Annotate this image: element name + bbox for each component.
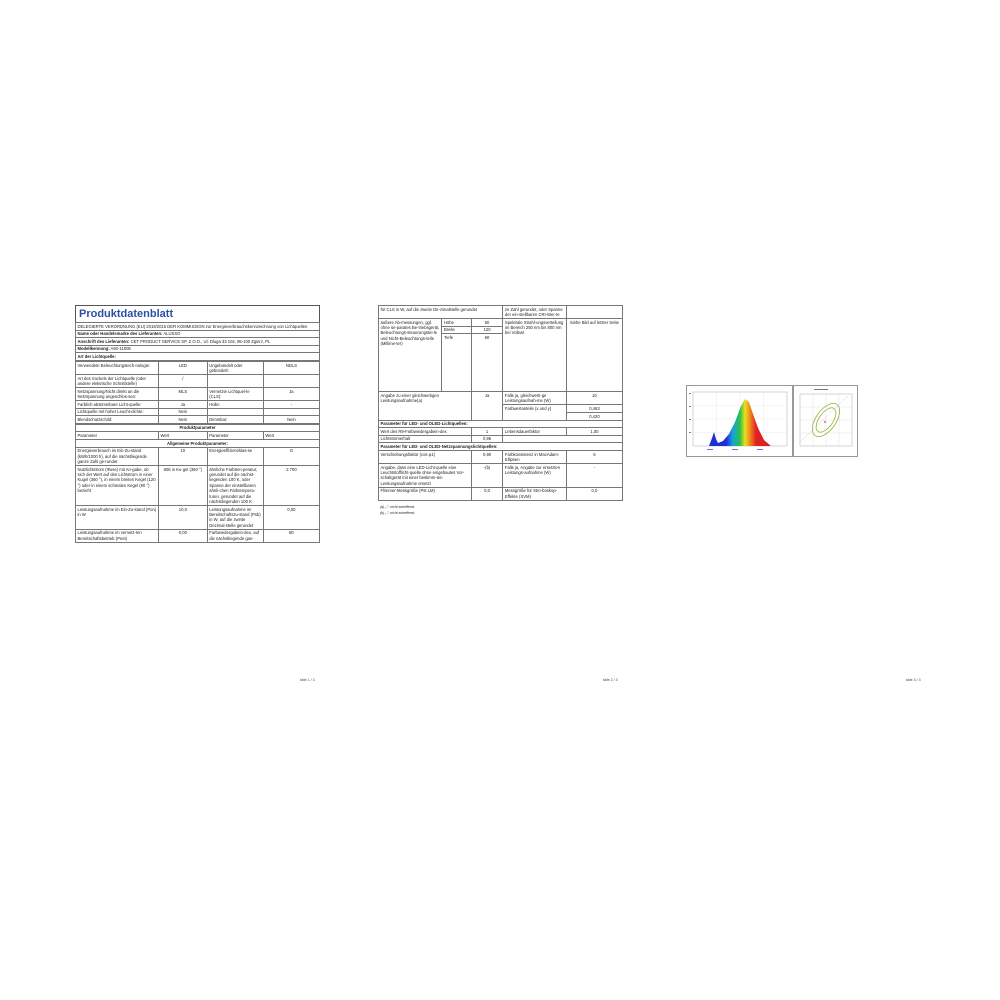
r9-value: 1 <box>471 428 503 436</box>
col-header-value: Wert <box>158 432 207 440</box>
page-title: Produktdatenblatt <box>75 305 320 322</box>
page-number: taile 2 / 3 <box>603 678 618 682</box>
param-label: Energieverbrauch im Ein-Zu-stand (kWh/1000 h), auf die nächstliegende ganze Zahl ge-rundet <box>76 447 159 465</box>
dim-width-value: 120 <box>471 326 503 334</box>
param-value: Nein <box>158 408 207 416</box>
param-label: Messgröße für Stro-boskop-Effekte (SVM) <box>503 487 566 500</box>
param-label: ähnliche Farbtem-peratur, gerundet auf die nächst-liegenden 100 K, oder Spanne der einstellbaren ähnli-chen Farbtempera-turen, gerundet auf die nächstliegenden 100 K <box>207 465 263 505</box>
page-number: taile 3 / 3 <box>906 678 921 682</box>
param-label: Falls ja, Angabe zur ersetzten Leistungs-aufnahme (W) <box>503 463 566 487</box>
param-value: - <box>566 463 622 487</box>
params-header: Produktparameter <box>76 424 320 432</box>
param-value: Ja <box>263 387 319 400</box>
dim-height-value: 60 <box>471 319 503 327</box>
param-label <box>207 408 263 416</box>
cls-standby-label: für CLS in W, auf die zweite De-zimalstelle gerundet <box>379 306 503 319</box>
equiv-power-label: Angabe zu einer gleichwertigen Leistungsaufnahme(a) <box>379 392 472 420</box>
light-source-row <box>76 408 320 416</box>
dimensions-label: äußere Ab-messungen, ggf. ohne se-parates Be-triebsgerät, Beleuchtungs-steuerungstei-le und Nicht-Beleuchtungs-teile (Millime-ter) <box>379 319 442 392</box>
param-label: Verwendete Beleuchtungstech-nologie: <box>76 361 159 374</box>
light-source-row <box>76 361 320 374</box>
param-label: Leistungsaufnahme im Ein-Zu-stand (Pon) in W <box>76 505 159 529</box>
param-label: Lichtquelle mit hoher Leucht-dichte: <box>76 408 159 416</box>
param-value: Nein <box>263 416 319 424</box>
spectral-value: Siehe Bild auf letzter Seite <box>566 319 622 392</box>
param-value: 2 700 <box>263 465 319 505</box>
param-value: 10,0 <box>158 505 207 529</box>
lumen-maintenance-value: 0,96 <box>471 435 503 443</box>
param-label: Farblich abstimmbare Licht-quelle: <box>76 400 159 408</box>
light-source-type-label: Art der Lichtquelle: <box>76 353 320 361</box>
param-row <box>76 505 320 529</box>
param-value: NDLS <box>263 361 319 374</box>
param-value: 0,90 <box>471 450 503 463</box>
lifetime-factor-label: Lebensdauerfaktor <box>503 428 566 436</box>
page-number: taile 1 / 3 <box>300 678 315 682</box>
lifetime-factor-value: 1,00 <box>566 428 622 436</box>
param-label: Farbkonsistenz in MacAdam-Ellipsen <box>503 450 566 463</box>
light-source-row <box>76 416 320 424</box>
general-params-header: Allgemeine Produktparameter: <box>76 439 320 447</box>
param-label: Hülle: <box>207 400 263 408</box>
param-value: 0,00 <box>158 529 207 542</box>
page-3 <box>686 385 856 455</box>
param-label: Vernetzte Lichtquel-le (CLS): <box>207 387 263 400</box>
param-label: Ungebündelt oder gebündelt: <box>207 361 263 374</box>
light-source-row <box>76 374 320 387</box>
param-value: 0,0 <box>471 487 503 500</box>
header-table <box>75 322 320 361</box>
empty-cell <box>566 306 622 319</box>
param-label: Energieeffizienzklas-se <box>207 447 263 465</box>
supplier-name-row: Name oder Handelsmarke des Lieferanten: ALUSSO <box>76 330 320 338</box>
param-value: -(b) <box>471 463 503 487</box>
chromaticity-label: Farbwertanteile (x und y) <box>503 405 566 420</box>
mains-param-row <box>379 463 623 487</box>
empty-cell <box>503 435 623 443</box>
chromaticity-x: 0,463 <box>566 405 622 413</box>
param-value: Nein <box>158 416 207 424</box>
param-label: Leistungsaufnahme im vernetz-ten Bereitschaftsbetrieb (Pnet) <box>76 529 159 542</box>
param-label: Netzspannung/Nicht direkt an die Netzspannung angeschlos-sen: <box>76 387 159 400</box>
param-row <box>76 529 320 542</box>
page-2 <box>378 305 623 675</box>
param-label: Flimmer-Messgröße (Pst LM) <box>379 487 472 500</box>
param-value: 0,0 <box>566 487 622 500</box>
param-value: 80 <box>263 529 319 542</box>
mains-params-header: Parameter für LED- und OLED-Netzspannungslichtquellen: <box>379 443 623 451</box>
chromaticity-ellipse-image <box>793 385 858 457</box>
param-row <box>76 465 320 505</box>
page2-table <box>378 305 623 501</box>
param-value: 806 in Ku-gel (360 °) <box>158 465 207 505</box>
param-value <box>263 408 319 416</box>
param-value: 0,00 <box>263 505 319 529</box>
light-source-table <box>75 361 320 424</box>
chromaticity-y: 0,420 <box>566 412 622 420</box>
regulation-intro: DELEGIERTE VERORDNUNG (EU) 2019/2015 DER KOMMISSION zur Energieverbrauchskennzeichnung von Lichtquellen <box>76 323 320 331</box>
col-header-param: Parameter <box>207 432 263 440</box>
param-value: / <box>158 374 207 387</box>
r9-label: Wert des R9-Farbwiedergabein-dex <box>379 428 472 436</box>
cri-label: ze Zahl gerundet, oder Spanne der ein-stellbaren CRI-Wer-te <box>503 306 566 319</box>
param-label: Angabe, dass eine LED-Licht-quelle eine Leuchtstofflicht-quelle ohne eingebautes Vor-schaltgerät mit einer bestimm-ten Leistungsaufnahme ersetzt <box>379 463 472 487</box>
param-label: Verschiebungsfaktor (cos φ1) <box>379 450 472 463</box>
param-value: LED <box>158 361 207 374</box>
param-value: G <box>263 447 319 465</box>
param-label: Blendschutzschild: <box>76 416 159 424</box>
light-source-row <box>76 387 320 400</box>
param-value: 6 <box>566 450 622 463</box>
spectral-label: Spektrale Strahl-ungsverteilung im Bereich 250 nm bis 800 nm bei Vollast <box>503 319 566 392</box>
dim-depth-value: 60 <box>471 334 503 392</box>
mains-param-row <box>379 450 623 463</box>
param-label: Art des Sockels der Lichtquelle (oder andere elektrische Schnittstelle) <box>76 374 159 387</box>
page-1 <box>75 305 320 675</box>
param-value: MLS <box>158 387 207 400</box>
led-params-header: Parameter für LED- und OLED-Lichtquellen: <box>379 420 623 428</box>
footnote-a: (a) „-": nicht zutreffend; <box>380 504 415 509</box>
supplier-address-row: Anschrift des Lieferanten: CET PRODUCT SERVICE SP. Z O.O., Ul. Dluga 33 102, 95-100 Zgierz, PL <box>76 338 320 346</box>
param-row <box>76 447 320 465</box>
param-label <box>207 374 263 387</box>
light-source-row <box>76 400 320 408</box>
equiv-power-right-label: Falls ja, gleichwerti-ge Leistungsaufnah-me (W) <box>503 392 566 405</box>
product-params-table <box>75 424 320 543</box>
param-value: - <box>263 400 319 408</box>
spectral-distribution-image <box>686 385 793 457</box>
model-row: Modellkennung: A60-11005 <box>76 345 320 353</box>
equiv-power-value: Ja <box>471 392 503 420</box>
param-value: Ja <box>158 400 207 408</box>
param-value: 10 <box>158 447 207 465</box>
col-header-value: Wert <box>263 432 319 440</box>
dim-depth-label: Tiefe <box>442 334 471 392</box>
dim-width-label: Breite <box>442 326 471 334</box>
footnote-b: (b) „-": nicht zutreffend; <box>380 510 415 515</box>
param-label: Farbwiedergabein-dex, auf die nächstliegende gan- <box>207 529 263 542</box>
col-header-param: Parameter <box>76 432 159 440</box>
lumen-maintenance-label: Lichtstromerhalt <box>379 435 472 443</box>
mains-param-row <box>379 487 623 500</box>
param-label: Leistungsaufnahme im Bereitschaftszu-stand (Psb) in W, auf die zweite Dezimal-stelle gerundet <box>207 505 263 529</box>
param-label: Nutzlichtstrom (Φuse) mit An-gabe, ob sich der Wert auf den Lichtstrom in einer Kugel (360 °), in einem breiten Kegel (120 °) oder in einem schmalen Kegel (90 °) bezieht <box>76 465 159 505</box>
param-label: Dimmbar: <box>207 416 263 424</box>
equiv-power-right-value: 10 <box>566 392 622 405</box>
param-value <box>263 374 319 387</box>
dim-height-label: Höhe <box>442 319 471 327</box>
